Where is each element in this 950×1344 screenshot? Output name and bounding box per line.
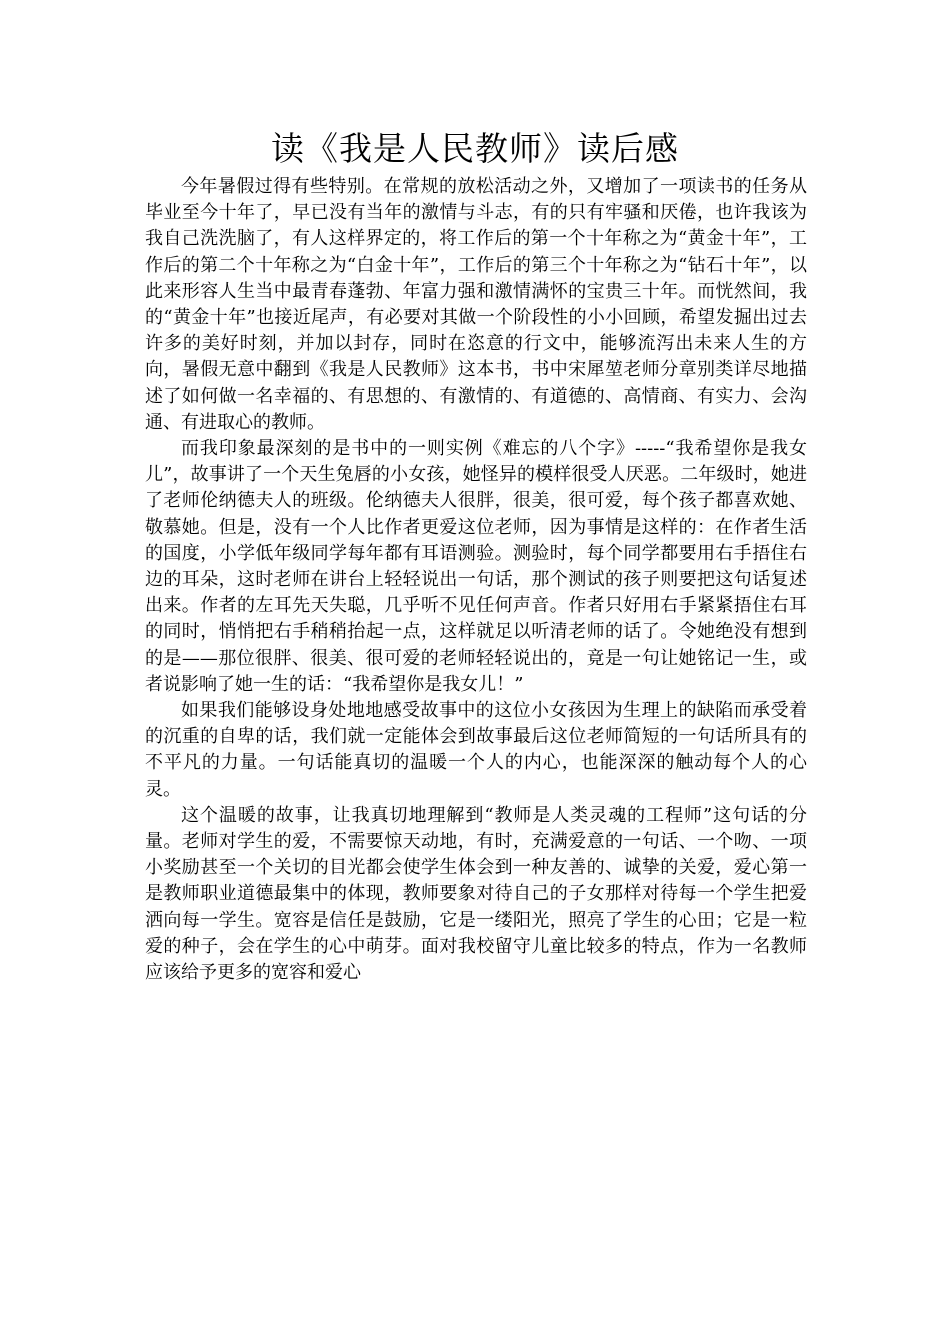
- paragraph: 今年暑假过得有些特别。在常规的放松活动之外，又增加了一项读书的任务从毕业至今十年了，早已没有当年的激情与斗志，有的只有牢骚和厌倦，也许我该为我自己洗洗脑了，有人这样界定的，将工作后的第一个十年称之为“黄金十年”，工作后的第二个十年称之为“白金十年”，工作后的第三个十年称之为“钻石十年”，以此来形容人生当中最青春蓬勃、年富力强和激情满怀的宝贵三十年。而恍然间，我的“黄金十年”也接近尾声，有必要对其做一个阶段性的小小回顾，希望发掘出过去许多的美好时刻，并加以封存，同时在恣意的行文中，能够流泻出未来人生的方向，暑假无意中翻到《我是人民教师》这本书，书中宋犀堃老师分章别类详尽地描述了如何做一名幸福的、有思想的、有激情的、有道德的、高情商、有实力、会沟通、有进取心的教师。: [145, 176, 807, 433]
- paragraph: 这个温暖的故事，让我真切地理解到“教师是人类灵魂的工程师”这句话的分量。老师对学生的爱，不需要惊天动地，有时，充满爱意的一句话、一个吻、一项小奖励甚至一个关切的目光都会使学生体会到一种友善的、诚挚的关爱，爱心第一是教师职业道德最集中的体现，教师要象对待自己的子女那样对待每一个学生把爱洒向每一学生。宽容是信任是鼓励，它是一缕阳光，照亮了学生的心田；它是一粒爱的种子，会在学生的心中萌芽。面对我校留守儿童比较多的特点，作为一名教师应该给予更多的宽容和爱心: [145, 804, 807, 984]
- document-body: [145, 174, 807, 986]
- paragraph: 而我印象最深刻的是书中的一则实例《难忘的八个字》-----“我希望你是我女儿”，故事讲了一个天生兔唇的小女孩，她怪异的模样很受人厌恶。二年级时，她进了老师伦纳德夫人的班级。伦纳德夫人很胖，很美，很可爱，每个孩子都喜欢她、敬慕她。但是，没有一个人比作者更爱这位老师，因为事情是这样的：在作者生活的国度，小学低年级同学每年都有耳语测验。测验时，每个同学都要用右手捂住右边的耳朵，这时老师在讲台上轻轻说出一句话，那个测试的孩子则要把这句话复述出来。作者的左耳先天失聪，几乎听不见任何声音。作者只好用右手紧紧捂住右耳的同时，悄悄把右手稍稍抬起一点，这样就足以听清老师的话了。令她绝没有想到的是——那位很胖、很美、很可爱的老师轻轻说出的，竟是一句让她铭记一生，或者说影响了她一生的话：“我希望你是我女儿！”: [145, 438, 807, 695]
- document-title: 读《我是人民教师》读后感: [271, 129, 679, 168]
- paragraph: 如果我们能够设身处地地感受故事中的这位小女孩因为生理上的缺陷而承受着的沉重的自卑的话，我们就一定能体会到故事最后这位老师简短的一句话所具有的不平凡的力量。一句话能真切的温暖一个人的内心，也能深深的触动每个人的心灵。: [145, 700, 807, 800]
